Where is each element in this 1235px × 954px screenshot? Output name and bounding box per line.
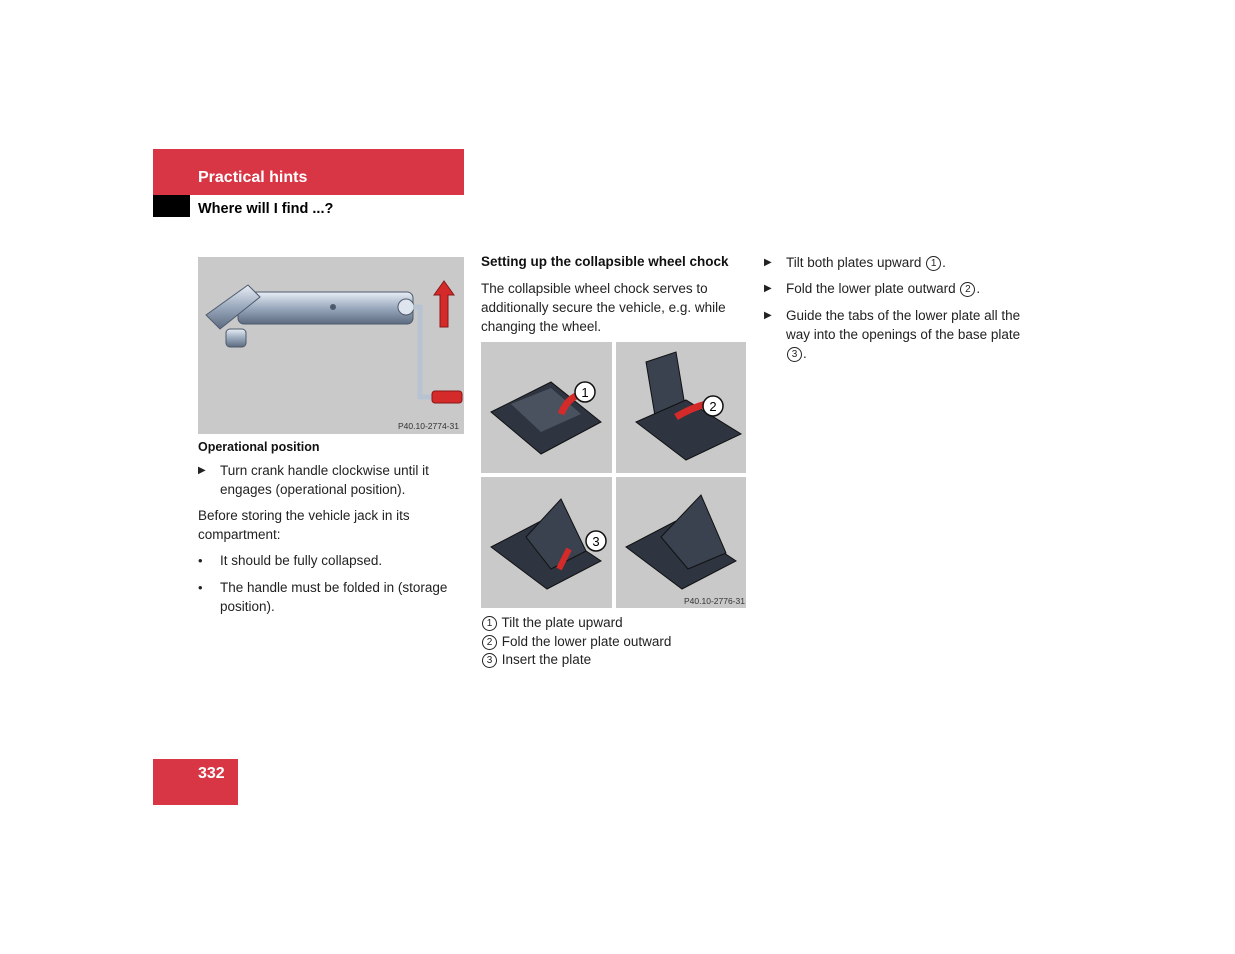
page-number-box [153,759,238,805]
legend-text: Tilt the plate upward [501,615,623,630]
legend-text: Insert the plate [501,652,592,667]
section-title: Practical hints [198,169,308,186]
step-number: 2 [960,282,975,297]
paragraph: Before storing the vehicle jack in its compartment: [198,508,410,542]
step-text: Turn crank handle clockwise until it engages (operational position). [220,463,429,497]
step-text: Guide the tabs of the lower plate all the way into the openings of the base plate [786,308,1021,342]
legend-item [481,650,591,669]
list-item [198,578,464,616]
page-number: 332 [198,765,225,782]
callout-3: 3 [592,534,600,549]
instruction-step: ▶ Guide the tabs of the lower plate all the way into the openings of the base plate 3 . [764,308,1021,361]
legend-text: Fold the lower plate outward [501,634,672,649]
chock-figure-step-2 [616,342,746,473]
figure-label: P40.10-2774-31 [398,421,459,431]
section-heading: Setting up the collapsible wheel chock [481,254,729,269]
chock-figure-step-3 [481,477,612,608]
jack-figure [198,257,464,434]
instruction-step: ▶ Tilt both plates upward 1 . [764,255,946,270]
legend-number: 1 [482,616,497,631]
triangle-bullet-icon: ▶ [764,257,772,268]
figure-label: P40.10-2776-31 [684,596,745,606]
list-text: It should be fully collapsed. [220,553,383,568]
legend-item [481,613,623,632]
chock-illustration-1 [481,342,612,473]
dot-bullet-icon: • [198,553,203,568]
section-subtitle: Where will I find ...? [198,201,334,217]
triangle-bullet-icon: ▶ [764,283,772,294]
step-text: Fold the lower plate outward [786,281,956,296]
legend-number: 3 [482,653,497,668]
legend-number: 2 [482,635,497,650]
chock-illustration-4 [616,477,746,608]
dot-bullet-icon: • [198,580,203,595]
triangle-bullet-icon: ▶ [764,310,772,321]
triangle-bullet-icon: ▶ [198,465,206,476]
paragraph: The collapsible wheel chock serves to additionally secure the vehicle, e.g. while changing the wheel. [481,281,726,334]
jack-illustration [198,257,464,434]
chock-figure-final [616,477,746,608]
callout-2: 2 [709,399,717,414]
step-number: 1 [926,256,941,271]
instruction-step: ▶ Fold the lower plate outward 2 . [764,281,981,296]
header-tab-marker [153,195,190,217]
list-item [198,551,464,570]
chock-illustration-3 [481,477,612,608]
step-text: Tilt both plates upward [786,255,922,270]
legend-item [481,632,671,651]
callout-1: 1 [581,385,589,400]
figure-caption: Operational position [198,440,320,454]
step-number: 3 [787,347,802,362]
chock-illustration-2 [616,342,746,473]
instruction-step [198,461,464,499]
list-text: The handle must be folded in (storage position). [220,580,448,614]
chock-figure-step-1 [481,342,612,473]
